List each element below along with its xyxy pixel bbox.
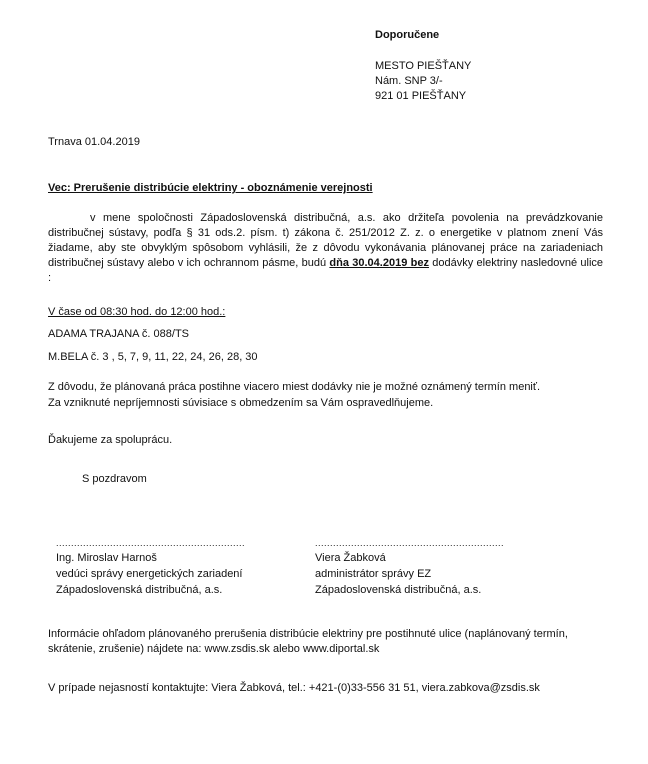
signatory-company: Západoslovenská distribučná, a.s. <box>315 584 482 596</box>
street-item: ADAMA TRAJANA č. 088/TS <box>48 328 190 340</box>
intro-paragraph <box>48 211 603 286</box>
recipient-city: 921 01 PIEŠŤANY <box>375 90 467 102</box>
outage-date: dňa 30.04.2019 bez <box>329 257 429 269</box>
notice-line: Za vzniknuté nepríjemnosti súvisiace s obmedzením sa Vám ospravedlňujeme. <box>48 397 434 409</box>
street-item: M.BELA č. 3 , 5, 7, 9, 11, 22, 24, 26, 28, 30 <box>48 351 258 363</box>
intro-text: v mene spoločnosti Západoslovenská distribučná, a.s. ako držiteľa povolenia na prevádzkovanie distribučnej sústavy, podľa § 31 ods.2. písm. t) zákona č. 251/2012 Z. z. o energetike v platnom znení Vás žiadame, aby ste obvyklým spôsobom vyhlásili, že z dôvodu vykonávania plánovanej práce na zariadeniach distribučnej sústavy alebo v ich ochrannom pásme, budú <box>48 212 603 269</box>
recipient-street: Nám. SNP 3/- <box>375 75 443 87</box>
signature-line: ............................................................... <box>315 538 505 548</box>
thanks-line: Ďakujeme za spoluprácu. <box>48 434 173 446</box>
signature-line: ............................................................... <box>56 538 246 548</box>
time-window: V čase od 08:30 hod. do 12:00 hod.: <box>48 306 226 318</box>
contact-line: V prípade nejasností kontaktujte: Viera Žabková, tel.: +421-(0)33-556 31 51, viera.zabkova@zsdis.sk <box>48 682 540 694</box>
intro-text-end: dodávky elektriny nasledovné ulice : <box>48 257 604 284</box>
signatory-name: Ing. Miroslav Harnoš <box>56 552 157 564</box>
signatory-name: Viera Žabková <box>315 552 386 564</box>
recipient-header: Doporučene <box>375 29 440 41</box>
notice-line: Z dôvodu, že plánovaná práca postihne viacero miest dodávky nie je možné oznámený termín meniť. <box>48 381 541 393</box>
subject-line: Vec: Prerušenie distribúcie elektriny - oboznámenie verejnosti <box>48 182 373 194</box>
greeting: S pozdravom <box>82 473 147 485</box>
signatory-position: administrátor správy EZ <box>315 568 432 580</box>
signatory-company: Západoslovenská distribučná, a.s. <box>56 584 223 596</box>
place-date: Trnava 01.04.2019 <box>48 136 140 148</box>
info-note: Informácie ohľadom plánovaného prerušenia distribúcie elektriny pre postihnuté ulice (naplánovaný termín, skrátenie, zrušenie) nájdete na: www.zsdis.sk alebo www.diportal.sk <box>48 628 568 655</box>
recipient-name: MESTO PIEŠŤANY <box>375 60 472 72</box>
signatory-position: vedúci správy energetických zariadení <box>56 568 243 580</box>
